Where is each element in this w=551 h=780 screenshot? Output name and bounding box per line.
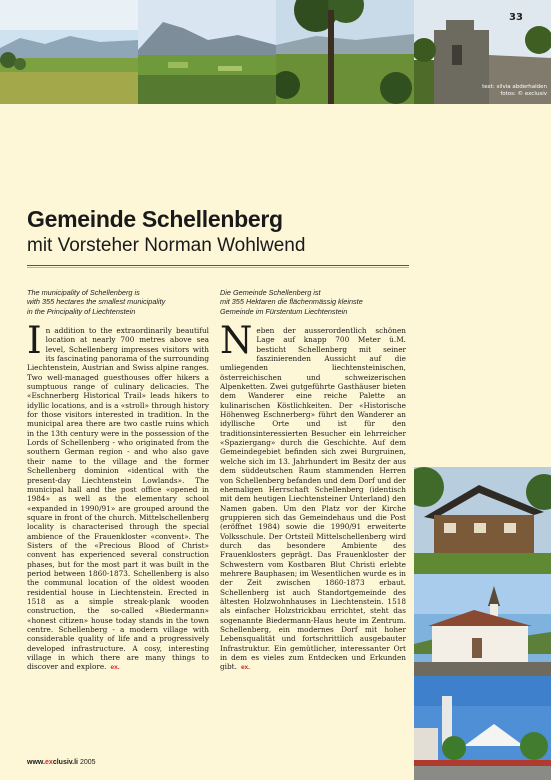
dropcap-german: N bbox=[220, 319, 253, 362]
photo-valley-view bbox=[138, 0, 276, 104]
photo-credit-line2: fotos: © exclusiv bbox=[500, 91, 547, 97]
lead-en-line: The municipality of Schellenberg is bbox=[27, 288, 140, 297]
dropcap-english: I bbox=[27, 319, 42, 362]
lead-english bbox=[27, 288, 217, 316]
footer-brand-ex: ex bbox=[45, 759, 53, 766]
article-subtitle: mit Vorsteher Norman Wohlwend bbox=[27, 235, 306, 256]
photo-meadow-mountains bbox=[0, 0, 138, 104]
footer-brand-rest: clusiv.li bbox=[52, 759, 78, 766]
lead-de-line: Die Gemeinde Schellenberg ist bbox=[220, 288, 321, 297]
photo-modern-village bbox=[414, 676, 551, 780]
photo-chapel bbox=[414, 574, 551, 676]
photo-wooden-house bbox=[414, 467, 551, 574]
divider-rule bbox=[27, 265, 409, 266]
page-number: 33 bbox=[509, 12, 523, 23]
footer-brand-prefix: www. bbox=[27, 759, 46, 766]
photo-credit-line1: text: silvia abderhalden bbox=[482, 84, 547, 90]
article-title: Gemeinde Schellenberg bbox=[27, 206, 283, 232]
article-column-english bbox=[27, 319, 209, 673]
photo-tree-panorama bbox=[276, 0, 414, 104]
lead-en-line: with 355 hectares the smallest municipality bbox=[27, 297, 166, 307]
end-mark-german: ex. bbox=[240, 664, 250, 672]
article-de-body: eben der ausserordentlich schönen Lage auf knapp 700 Meter ü.M. besticht Schellenberg mit seiner faszinierenden Aussicht auf die umliegenden liechtensteinischen, österreichischen und schweizerischen Alpenketten. Zwei gutgeführte Gasthäuser bieten dem Wanderer eine reiche Palette an kulinarischen Köstlichkeiten. Der «Historische Höhenweg Eschnerberg» führt den Wanderer an idyllische Orte und ist für den traditionsinteressierten Besucher ein lehrreicher «Spaziergang» durch die Geschichte. Auf dem Gemeindegebiet befinden sich zwei Burgruinen, welche sich im 13. Jahrhundert im Besitz der aus dem süddeutschen Raum stammenden Herren von Schellenberg befanden und dem Dorf und der ehemaligen Herrschaft Schellenberg (identisch mit dem heutigen Liechtensteiner Unterland) den Namen gaben. Um den Platz vor der Kirche gruppieren sich das Gemeindehaus und die Post (eröffnet 1984) sowie die 1990/91 erweiterte Volksschule. Der Ortsteil Mittelschellenberg wird durch das besondere Ambiente des Frauenklosters geprägt. Das Frauenkloster der Schwestern vom Kostbaren Blut Christi erlebte mehrere Bauphasen; im Wesentlichen wurde es in der Zeit zwischen 1860-1873 erbaut. Schellenberg ist auch Standortgemeinde des ältesten Holzwohnhauses in Liechtenstein. 1518 als einfacher Holzstrickbau errichtet, steht das sogenannte Biedermann-Haus heute im Zentrum. Schellenberg, ein modernes Dorf mit hoher Lebensqualität und fortschrittlich ausgebauter Infrastruktur. Ein gemütlicher, interessanter Ort in dem es vieles zum Entdecken und Erkunden gibt. bbox=[220, 326, 406, 672]
end-mark-english: ex. bbox=[110, 664, 120, 672]
divider-rule-lower bbox=[27, 267, 409, 268]
footer-year: 2005 bbox=[79, 759, 96, 766]
footer bbox=[27, 759, 96, 766]
lead-en-line: in the Principality of Liechtenstein bbox=[27, 306, 136, 316]
article-en-body: n addition to the extraordinarily beautiful location at nearly 700 metres above sea level, Schellenberg impresses visitors with its fascinating panorama of the surrounding Liechtenstein, Austrian and Swiss alpine ranges. Two well-managed guesthouses offer hikers a sumptuous range of culinary delicacies. The «Eschnerberg Historical Trail» leads hikers to idyllic locations, and is a «stroll» through history for those visitors interested in tradition. In the municipal area there are two castle ruins which in the 13th century were in the possession of the Lords of Schellenberg - who originated from the southern German region - and who also gave their name to the village and the former Schellenberg dominion «identical with the present-day Liechtenstein Lowlands». The municipal hall and the post office «opened in 1984» as well as the elementary school «expanded in 1990/91» are grouped around the square in front of the church. Mittelschellenberg locality is characterised through the special ambience of the Frauenkloster «convent». The Sisters of the «Precious Blood of Christ» convent has experienced several construction phases, but for the most part it was built in the period between 1860-1873. Schellenberg is also the communal location of the oldest wooden residential house in Liechtenstein. Erected in 1518 as a simple streak-plank wooden construction, the so-called «Biedermann» «honest citizen» house today stands in the town centre. Schellenberg - a modern village with considerable quality of life and a progressively developed infrastructure. A cosy, interesting village in which there are many things to discover and explore. bbox=[27, 326, 209, 672]
lead-de-line: mit 355 Hektaren die flächenmässig kleinste bbox=[220, 297, 363, 307]
article-column-german bbox=[220, 319, 406, 673]
lead-de-line: Gemeinde im Fürstentum Liechtenstein bbox=[220, 306, 348, 316]
lead-german bbox=[220, 288, 410, 316]
